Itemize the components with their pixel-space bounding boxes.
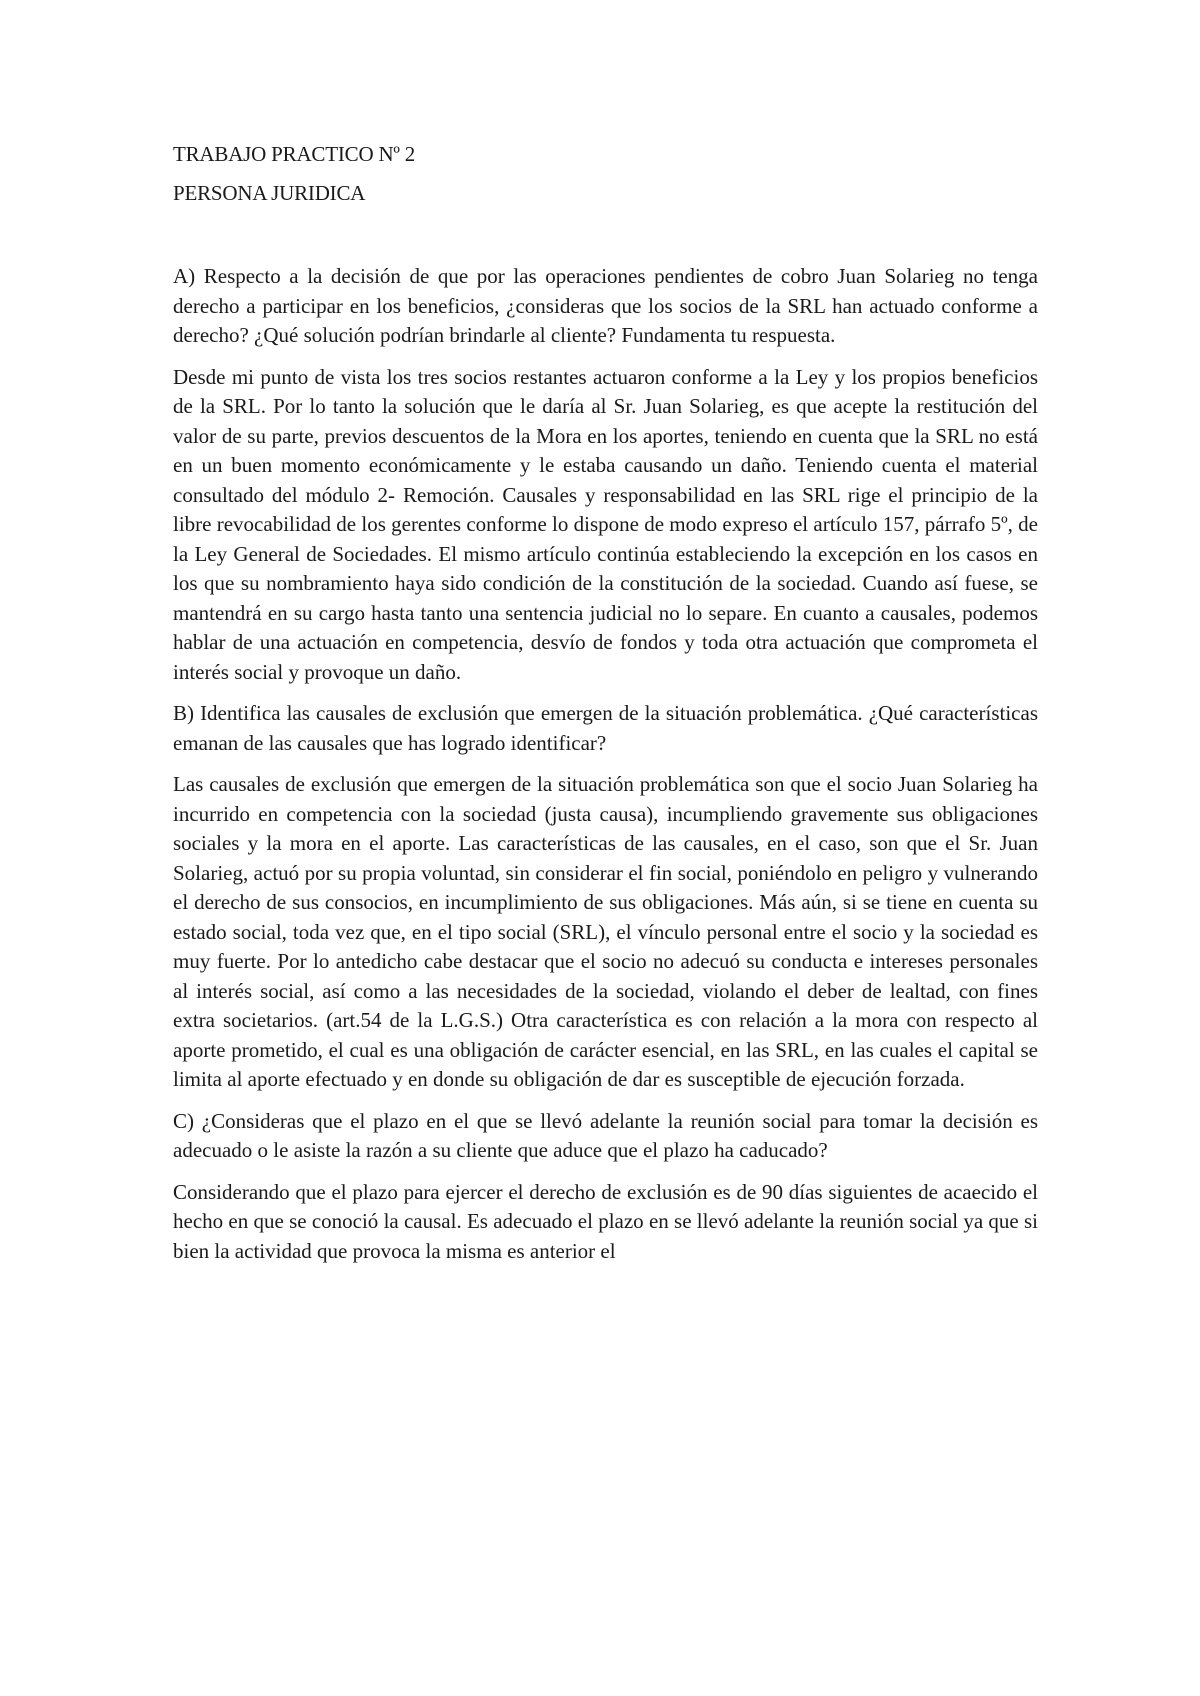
question-c: C) ¿Consideras que el plazo en el que se llevó adelante la reunión social para tomar la decisión es adecuado o le asiste la razón a su cliente que aduce que el plazo ha caducado? bbox=[173, 1108, 1038, 1162]
answer-c: Considerando que el plazo para ejercer el derecho de exclusión es de 90 días siguientes de acaecido el hecho en que se conoció la causal. Es adecuado el plazo en se llevó adelante la reunión social ya que si bien la actividad que provoca la misma es anterior el bbox=[173, 1179, 1038, 1263]
document-page bbox=[173, 140, 1038, 1278]
answer-a: Desde mi punto de vista los tres socios restantes actuaron conforme a la Ley y los propios beneficios de la SRL. Por lo tanto la solución que le daría al Sr. Juan Solarieg, es que acepte la restitución del valor de su parte, previos descuentos de la Mora en los aportes, teniendo en cuenta que la SRL no está en un buen momento económicamente y le estaba causando un daño. Teniendo cuenta el material consultado del módulo 2- Remoción. Causales y responsabilidad en las SRL rige el principio de la libre revocabilidad de los gerentes conforme lo dispone de modo expreso el artículo 157, párrafo 5º, de la Ley General de Sociedades. El mismo artículo continúa estableciendo la excepción en los casos en los que su nombramiento haya sido condición de la constitución de la sociedad. Cuando así fuese, se mantendrá en su cargo hasta tanto una sentencia judicial no lo separe. En cuanto a causales, podemos hablar de una actuación en competencia, desvío de fondos y toda otra actuación que comprometa el interés social y provoque un daño. bbox=[173, 364, 1038, 684]
question-b: B) Identifica las causales de exclusión que emergen de la situación problemática. ¿Qué características emanan de las causales que has logrado identificar? bbox=[173, 701, 1038, 755]
answer-b: Las causales de exclusión que emergen de la situación problemática son que el socio Juan Solarieg ha incurrido en competencia con la sociedad (justa causa), incumpliendo gravemente sus obligaciones sociales y la mora en el aporte. Las características de las causales, en el caso, son que el Sr. Juan Solarieg, actuó por su propia voluntad, sin considerar el fin social, poniéndolo en peligro y vulnerando el derecho de sus consocios, en incumplimiento de sus obligaciones. Más aún, si se tiene en cuenta su estado social, toda vez que, en el tipo social (SRL), el vínculo personal entre el socio y la sociedad es muy fuerte. Por lo antedicho cabe destacar que el socio no adecuó su conducta e intereses personales al interés social, así como a las necesidades de la sociedad, violando el deber de lealtad, con fines extra societarios. (art.54 de la L.G.S.) Otra característica es con relación a la mora con respecto al aporte prometido, el cual es una obligación de carácter esencial, en las SRL, en las cuales el capital se limita al aporte efectuado y en donde su obligación de dar es susceptible de ejecución forzada. bbox=[173, 772, 1038, 1091]
document-subtitle: PERSONA JURIDICA bbox=[173, 180, 366, 205]
question-a: A) Respecto a la decisión de que por las operaciones pendientes de cobro Juan Solarieg no tenga derecho a participar en los beneficios, ¿consideras que los socios de la SRL han actuado conforme a derecho? ¿Qué solución podrían brindarle al cliente? Fundamenta tu respuesta. bbox=[173, 264, 1038, 347]
document-title: TRABAJO PRACTICO Nº 2 bbox=[173, 142, 416, 166]
